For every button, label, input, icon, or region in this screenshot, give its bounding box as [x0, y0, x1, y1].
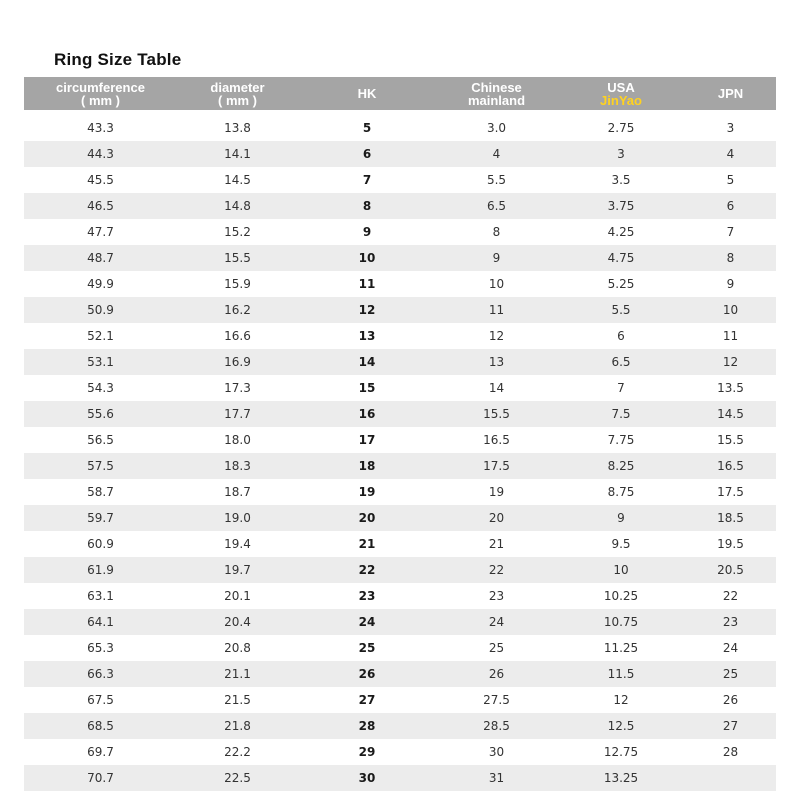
cell-chinese-mainland: 13: [436, 349, 557, 375]
cell-usa: 6.5: [557, 349, 685, 375]
cell-circumference: 43.3: [24, 115, 177, 141]
cell-chinese-mainland: 20: [436, 505, 557, 531]
table-row: [24, 193, 776, 219]
cell-jpn: 22: [685, 583, 776, 609]
cell-usa: 3.75: [557, 193, 685, 219]
cell-jpn: [685, 765, 776, 791]
cell-circumference: 54.3: [24, 375, 177, 401]
cell-diameter: 22.2: [177, 739, 298, 765]
cell-chinese-mainland: 9: [436, 245, 557, 271]
cell-usa: 12: [557, 687, 685, 713]
table-row: [24, 297, 776, 323]
cell-usa: 6: [557, 323, 685, 349]
cell-chinese-mainland: 15.5: [436, 401, 557, 427]
table-row: [24, 167, 776, 193]
table-row: [24, 349, 776, 375]
cell-usa: 13.25: [557, 765, 685, 791]
cell-jpn: 14.5: [685, 401, 776, 427]
cell-usa: 10.75: [557, 609, 685, 635]
header-diameter-label: diameter: [210, 79, 265, 95]
cell-circumference: 44.3: [24, 141, 177, 167]
cell-diameter: 16.9: [177, 349, 298, 375]
cell-jpn: 25: [685, 661, 776, 687]
cell-diameter: 17.7: [177, 401, 298, 427]
header-diameter: [177, 77, 298, 110]
cell-jpn: 8: [685, 245, 776, 271]
cell-diameter: 14.8: [177, 193, 298, 219]
cell-diameter: 20.8: [177, 635, 298, 661]
cell-hk: 14: [298, 349, 436, 375]
cell-jpn: 3: [685, 115, 776, 141]
cell-jpn: 16.5: [685, 453, 776, 479]
cell-diameter: 18.0: [177, 427, 298, 453]
cell-jpn: 27: [685, 713, 776, 739]
cell-hk: 21: [298, 531, 436, 557]
table-row: [24, 375, 776, 401]
cell-jpn: 15.5: [685, 427, 776, 453]
cell-hk: 15: [298, 375, 436, 401]
table-row: [24, 401, 776, 427]
cell-circumference: 46.5: [24, 193, 177, 219]
cell-circumference: 57.5: [24, 453, 177, 479]
cell-hk: 23: [298, 583, 436, 609]
cell-hk: 13: [298, 323, 436, 349]
cell-hk: 28: [298, 713, 436, 739]
cell-diameter: 13.8: [177, 115, 298, 141]
cell-usa: 11.5: [557, 661, 685, 687]
cell-chinese-mainland: 27.5: [436, 687, 557, 713]
cell-chinese-mainland: 5.5: [436, 167, 557, 193]
cell-hk: 12: [298, 297, 436, 323]
cell-usa: 4.25: [557, 219, 685, 245]
cell-jpn: 28: [685, 739, 776, 765]
cell-hk: 26: [298, 661, 436, 687]
cell-jpn: 12: [685, 349, 776, 375]
cell-diameter: 21.8: [177, 713, 298, 739]
cell-chinese-mainland: 10: [436, 271, 557, 297]
header-diameter-unit: ( mm ): [218, 92, 257, 108]
cell-jpn: 19.5: [685, 531, 776, 557]
table-row: [24, 453, 776, 479]
table-row: [24, 531, 776, 557]
cell-circumference: 63.1: [24, 583, 177, 609]
cell-circumference: 53.1: [24, 349, 177, 375]
cell-chinese-mainland: 12: [436, 323, 557, 349]
table-row: [24, 141, 776, 167]
cell-usa: 4.75: [557, 245, 685, 271]
cell-jpn: 18.5: [685, 505, 776, 531]
cell-circumference: 55.6: [24, 401, 177, 427]
cell-circumference: 60.9: [24, 531, 177, 557]
header-jpn-label: JPN: [717, 86, 744, 101]
cell-usa: 3.5: [557, 167, 685, 193]
cell-hk: 17: [298, 427, 436, 453]
cell-chinese-mainland: 4: [436, 141, 557, 167]
cell-chinese-mainland: 8: [436, 219, 557, 245]
header-usa-label: USA: [607, 79, 635, 95]
cell-diameter: 21.5: [177, 687, 298, 713]
cell-jpn: 5: [685, 167, 776, 193]
table-row: [24, 479, 776, 505]
header-row: [24, 77, 776, 110]
cell-hk: 9: [298, 219, 436, 245]
cell-chinese-mainland: 3.0: [436, 115, 557, 141]
table-row: [24, 635, 776, 661]
table-row: [24, 713, 776, 739]
cell-chinese-mainland: 23: [436, 583, 557, 609]
cell-circumference: 64.1: [24, 609, 177, 635]
table-row: [24, 557, 776, 583]
cell-chinese-mainland: 28.5: [436, 713, 557, 739]
table-row: [24, 739, 776, 765]
cell-usa: 7: [557, 375, 685, 401]
cell-chinese-mainland: 30: [436, 739, 557, 765]
table-row: [24, 505, 776, 531]
header-brand-label: JinYao: [600, 92, 642, 108]
cell-diameter: 18.7: [177, 479, 298, 505]
cell-circumference: 56.5: [24, 427, 177, 453]
cell-circumference: 61.9: [24, 557, 177, 583]
cell-diameter: 22.5: [177, 765, 298, 791]
header-usa: [557, 77, 685, 110]
cell-jpn: 17.5: [685, 479, 776, 505]
cell-usa: 9: [557, 505, 685, 531]
cell-diameter: 14.5: [177, 167, 298, 193]
cell-jpn: 11: [685, 323, 776, 349]
cell-jpn: 23: [685, 609, 776, 635]
cell-usa: 7.75: [557, 427, 685, 453]
cell-diameter: 14.1: [177, 141, 298, 167]
cell-hk: 16: [298, 401, 436, 427]
page-title: Ring Size Table: [54, 50, 182, 69]
cell-chinese-mainland: 22: [436, 557, 557, 583]
cell-diameter: 21.1: [177, 661, 298, 687]
cell-usa: 11.25: [557, 635, 685, 661]
cell-circumference: 52.1: [24, 323, 177, 349]
cell-jpn: 9: [685, 271, 776, 297]
cell-circumference: 67.5: [24, 687, 177, 713]
table-row: [24, 427, 776, 453]
cell-circumference: 48.7: [24, 245, 177, 271]
cell-usa: 5.25: [557, 271, 685, 297]
cell-usa: 8.75: [557, 479, 685, 505]
cell-diameter: 20.4: [177, 609, 298, 635]
cell-hk: 29: [298, 739, 436, 765]
cell-jpn: 7: [685, 219, 776, 245]
cell-chinese-mainland: 17.5: [436, 453, 557, 479]
cell-diameter: 17.3: [177, 375, 298, 401]
header-chinese-label: Chinese: [471, 79, 522, 95]
cell-hk: 6: [298, 141, 436, 167]
table-header: [24, 77, 776, 110]
cell-circumference: 70.7: [24, 765, 177, 791]
cell-usa: 2.75: [557, 115, 685, 141]
cell-diameter: 19.7: [177, 557, 298, 583]
cell-hk: 30: [298, 765, 436, 791]
cell-hk: 27: [298, 687, 436, 713]
table-body: [24, 110, 776, 791]
cell-jpn: 10: [685, 297, 776, 323]
cell-circumference: 59.7: [24, 505, 177, 531]
table-row: [24, 323, 776, 349]
cell-diameter: 16.2: [177, 297, 298, 323]
cell-diameter: 16.6: [177, 323, 298, 349]
header-hk: [298, 77, 436, 110]
header-circumference-unit: ( mm ): [81, 92, 120, 108]
cell-hk: 20: [298, 505, 436, 531]
cell-chinese-mainland: 14: [436, 375, 557, 401]
table-row: [24, 271, 776, 297]
cell-circumference: 45.5: [24, 167, 177, 193]
cell-circumference: 69.7: [24, 739, 177, 765]
cell-hk: 7: [298, 167, 436, 193]
header-circumference-label: circumference: [56, 79, 145, 95]
header-chinese-mainland: [436, 77, 557, 110]
cell-diameter: 15.9: [177, 271, 298, 297]
cell-hk: 19: [298, 479, 436, 505]
header-mainland-label: mainland: [467, 92, 526, 108]
cell-hk: 18: [298, 453, 436, 479]
cell-circumference: 66.3: [24, 661, 177, 687]
cell-chinese-mainland: 26: [436, 661, 557, 687]
cell-diameter: 15.2: [177, 219, 298, 245]
cell-circumference: 47.7: [24, 219, 177, 245]
table-row: [24, 765, 776, 791]
ring-size-table: [24, 77, 776, 791]
header-jpn: [685, 77, 776, 110]
header-circumference: [24, 77, 177, 110]
cell-chinese-mainland: 31: [436, 765, 557, 791]
cell-jpn: 26: [685, 687, 776, 713]
cell-diameter: 15.5: [177, 245, 298, 271]
cell-usa: 5.5: [557, 297, 685, 323]
cell-jpn: 13.5: [685, 375, 776, 401]
cell-hk: 5: [298, 115, 436, 141]
cell-usa: 10: [557, 557, 685, 583]
cell-hk: 8: [298, 193, 436, 219]
cell-usa: 12.75: [557, 739, 685, 765]
cell-hk: 10: [298, 245, 436, 271]
cell-chinese-mainland: 21: [436, 531, 557, 557]
cell-hk: 24: [298, 609, 436, 635]
cell-chinese-mainland: 6.5: [436, 193, 557, 219]
cell-chinese-mainland: 24: [436, 609, 557, 635]
table-row: [24, 115, 776, 141]
cell-chinese-mainland: 16.5: [436, 427, 557, 453]
header-hk-label: HK: [357, 86, 377, 101]
cell-diameter: 19.4: [177, 531, 298, 557]
cell-circumference: 65.3: [24, 635, 177, 661]
cell-circumference: 68.5: [24, 713, 177, 739]
cell-diameter: 18.3: [177, 453, 298, 479]
cell-chinese-mainland: 19: [436, 479, 557, 505]
cell-diameter: 19.0: [177, 505, 298, 531]
cell-diameter: 20.1: [177, 583, 298, 609]
cell-hk: 22: [298, 557, 436, 583]
cell-usa: 7.5: [557, 401, 685, 427]
cell-jpn: 4: [685, 141, 776, 167]
cell-usa: 10.25: [557, 583, 685, 609]
cell-circumference: 50.9: [24, 297, 177, 323]
cell-jpn: 6: [685, 193, 776, 219]
cell-jpn: 20.5: [685, 557, 776, 583]
cell-usa: 9.5: [557, 531, 685, 557]
cell-usa: 8.25: [557, 453, 685, 479]
table-row: [24, 661, 776, 687]
cell-chinese-mainland: 25: [436, 635, 557, 661]
table-row: [24, 245, 776, 271]
cell-usa: 12.5: [557, 713, 685, 739]
table-row: [24, 219, 776, 245]
table-row: [24, 583, 776, 609]
cell-circumference: 58.7: [24, 479, 177, 505]
cell-circumference: 49.9: [24, 271, 177, 297]
table-row: [24, 687, 776, 713]
cell-jpn: 24: [685, 635, 776, 661]
cell-chinese-mainland: 11: [436, 297, 557, 323]
table-row: [24, 609, 776, 635]
cell-hk: 11: [298, 271, 436, 297]
cell-usa: 3: [557, 141, 685, 167]
cell-hk: 25: [298, 635, 436, 661]
